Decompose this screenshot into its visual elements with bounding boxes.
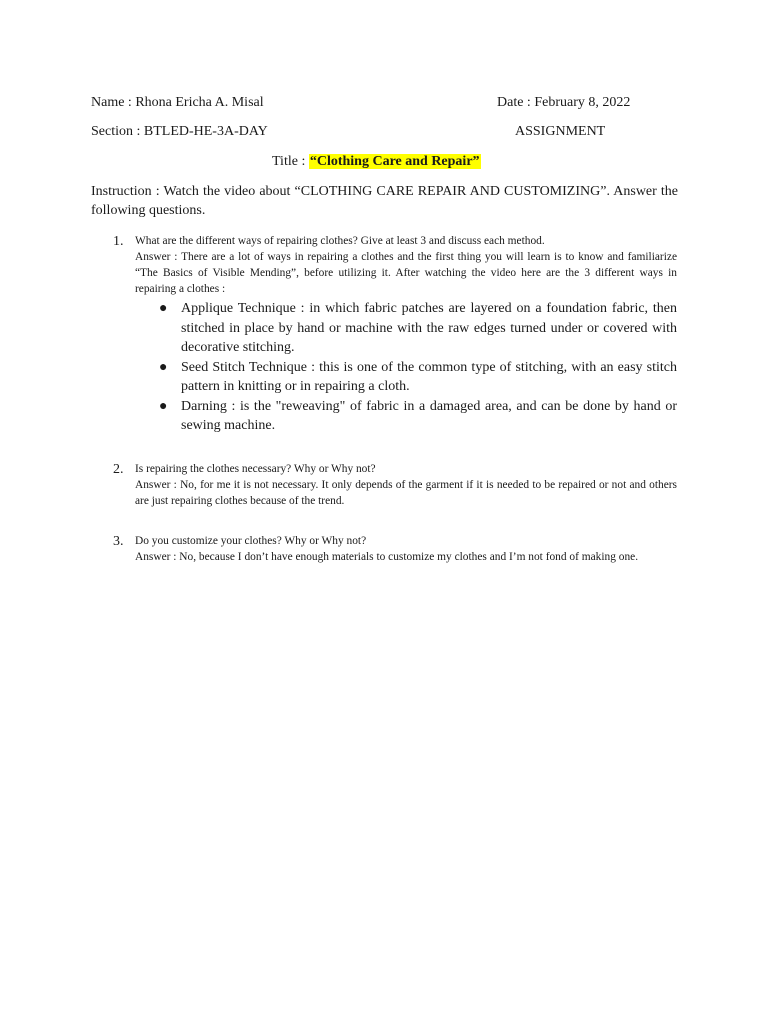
- bullet-icon: ●: [159, 301, 168, 316]
- question-number: 1.: [113, 234, 124, 249]
- student-name: Name : Rhona Ericha A. Misal: [91, 95, 264, 110]
- instruction-text: Instruction : Watch the video about “CLOTHING CARE REPAIR AND CUSTOMIZING”. Answer the following questions.: [91, 184, 678, 218]
- assignment-date: Date : February 8, 2022: [497, 95, 631, 110]
- list-item-text: Darning : is the "reweaving" of fabric in a damaged area, and can be done by hand or sewing machine.: [181, 398, 677, 433]
- answer-text: Answer : No, for me it is not necessary. It only depends of the garment if it is needed to be repaired or not and others are just repairing clothes because of the trend.: [135, 479, 677, 507]
- question-body: [135, 461, 677, 509]
- list-item: [135, 358, 677, 397]
- question-text: Do you customize your clothes? Why or Why not?: [135, 535, 367, 547]
- list-item: [135, 299, 677, 358]
- question-number: 3.: [113, 534, 124, 549]
- question-body: [135, 533, 677, 565]
- question-number: 2.: [113, 462, 124, 477]
- question-text: What are the different ways of repairing clothes? Give at least 3 and discuss each method.: [135, 235, 545, 247]
- list-item-text: Applique Technique : in which fabric patches are layered on a foundation fabric, then stitched in place by hand or machine with the raw edges turned under or covered with decorative stitching.: [181, 301, 677, 355]
- document-title: “Clothing Care and Repair”: [309, 154, 480, 169]
- list-item: [135, 397, 677, 436]
- question-body: [135, 233, 677, 436]
- bullet-icon: ●: [159, 398, 168, 414]
- list-item-text: Seed Stitch Technique : this is one of the common type of stitching, with an easy stitch pattern in knitting or in repairing a cloth.: [181, 359, 677, 394]
- assignment-label: ASSIGNMENT: [515, 124, 606, 139]
- answer-text: Answer : No, because I don’t have enough materials to customize my clothes and I’m not fond of making one.: [135, 551, 639, 563]
- repair-methods-list: [135, 299, 677, 436]
- answer-text: Answer : There are a lot of ways in repairing a clothes and the first thing you will learn is to know and familiarize “The Basics of Visible Mending”, before utilizing it. After watching the video here are the 3 different ways in repairing a clothes :: [135, 251, 677, 295]
- bullet-icon: ●: [159, 359, 168, 375]
- title-prefix: Title :: [272, 154, 309, 169]
- question-text: Is repairing the clothes necessary? Why or Why not?: [135, 463, 376, 475]
- document-title-row: [272, 153, 481, 171]
- class-section: Section : BTLED-HE-3A-DAY: [91, 124, 268, 139]
